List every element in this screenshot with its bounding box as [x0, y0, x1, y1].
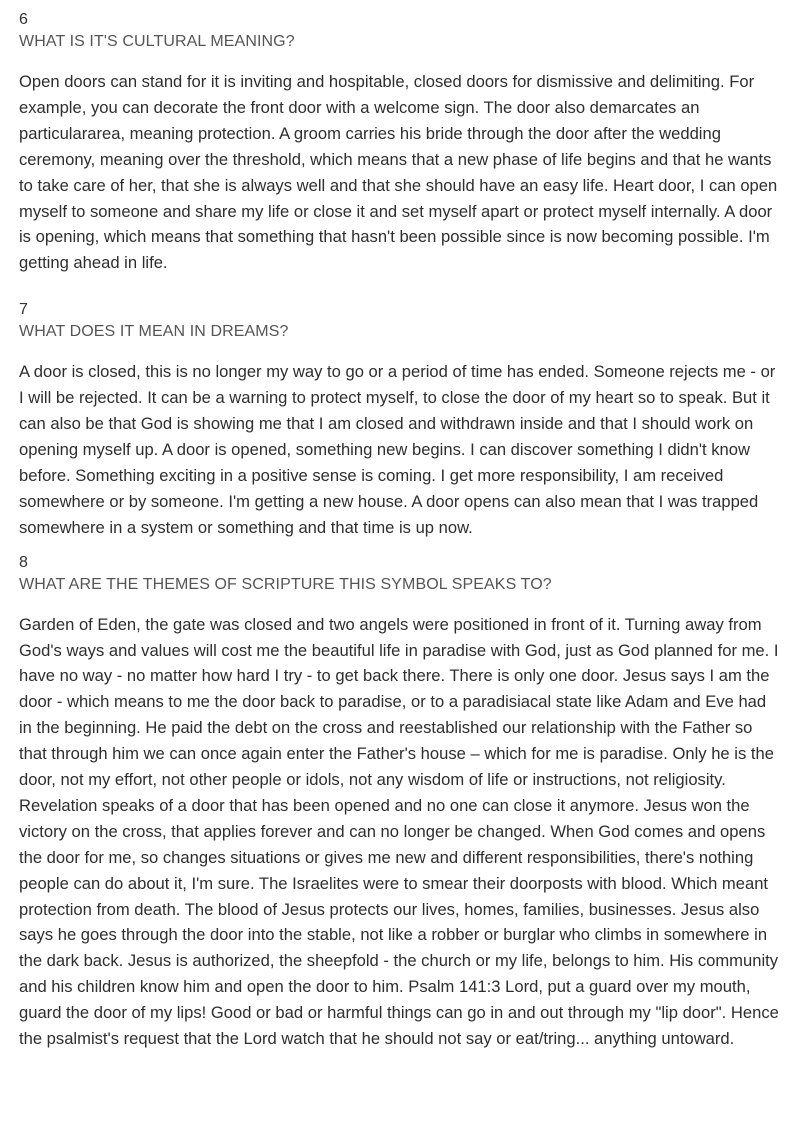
section-dream-meaning	[19, 276, 783, 540]
section-number: 7	[19, 301, 28, 319]
section-scripture-themes	[19, 541, 783, 1052]
section-heading: WHAT DOES IT MEAN IN DREAMS?	[19, 323, 289, 341]
section-body: A door is closed, this is no longer my way to go or a period of time has ended. Someone rejects me - or I will be rejected. It can be a warning to protect myself, to close the door of my heart so to speak. But it can also be that God is showing me that I am closed and withdrawn inside and that I should work on opening myself up. A door is opened, something new begins. I can discover something I didn't know before. Something exciting in a positive sense is coming. I get more responsibility, I am received somewhere or by someone. I'm getting a new house. A door opens can also mean that I was trapped somewhere in a system or something and that time is up now.	[19, 362, 776, 537]
section-heading: WHAT IS IT'S CULTURAL MEANING?	[19, 33, 295, 50]
section-cultural-meaning	[19, 0, 783, 276]
section-number: 8	[19, 553, 28, 571]
section-body: Open doors can stand for it is inviting and hospitable, closed doors for dismissive and delimiting. For example, you can decorate the front door with a welcome sign. The door also demarcates an particulararea, meaning protection. A groom carries his bride through the door after the wedding ceremony, meaning over the threshold, which means that a new phase of life begins and that he wants to take care of her, that she is always well and that she should have an easy life. Heart door, I can open myself to someone and share my life or close it and set myself apart or protect myself internally. A door is opening, which means that something that hasn't been possible since is now becoming possible. I'm getting ahead in life.	[19, 72, 778, 273]
section-number: 6	[19, 11, 28, 28]
section-heading: WHAT ARE THE THEMES OF SCRIPTURE THIS SYMBOL SPEAKS TO?	[19, 575, 552, 593]
section-body: Garden of Eden, the gate was closed and two angels were positioned in front of it. Turning away from God's ways and values will cost me the beautiful life in paradise with God, just as God planned for me. I have no way - no matter how hard I try - to get back there. There is only one door. Jesus says I am the door - which means to me the door back to paradise, or to a paradisiacal state like Adam and Eve had in the beginning. He paid the debt on the cross and reestablished our relationship with the Father so that through him we can once again enter the Father's house – which for me is paradise. Only he is the door, not my effort, not other people or idols, not any wisdom of life or instructions, not religiosity. Revelation speaks of a door that has been opened and no one can close it anymore. Jesus won the victory on the cross, that applies forever and can no longer be changed. When God comes and opens the door for me, so changes situations or gives me new and different responsibilities, there's nothing people can do about it, I'm sure. The Israelites were to smear their doorposts with blood. Which meant protection from death. The blood of Jesus protects our lives, homes, families, businesses. Jesus also says he goes through the door into the stable, not like a robber or burglar who climbs in somewhere in the dark back. Jesus is authorized, the sheepfold - the church or my life, belongs to him. His community and his children know him and open the door to him. Psalm 141:3 Lord, put a guard over my mouth, guard the door of my lips! Good or bad or harmful things can go in and out through my "lip door". Hence the psalmist's request that the Lord watch that he should not say or eat/tring... anything untoward.	[19, 614, 779, 1049]
